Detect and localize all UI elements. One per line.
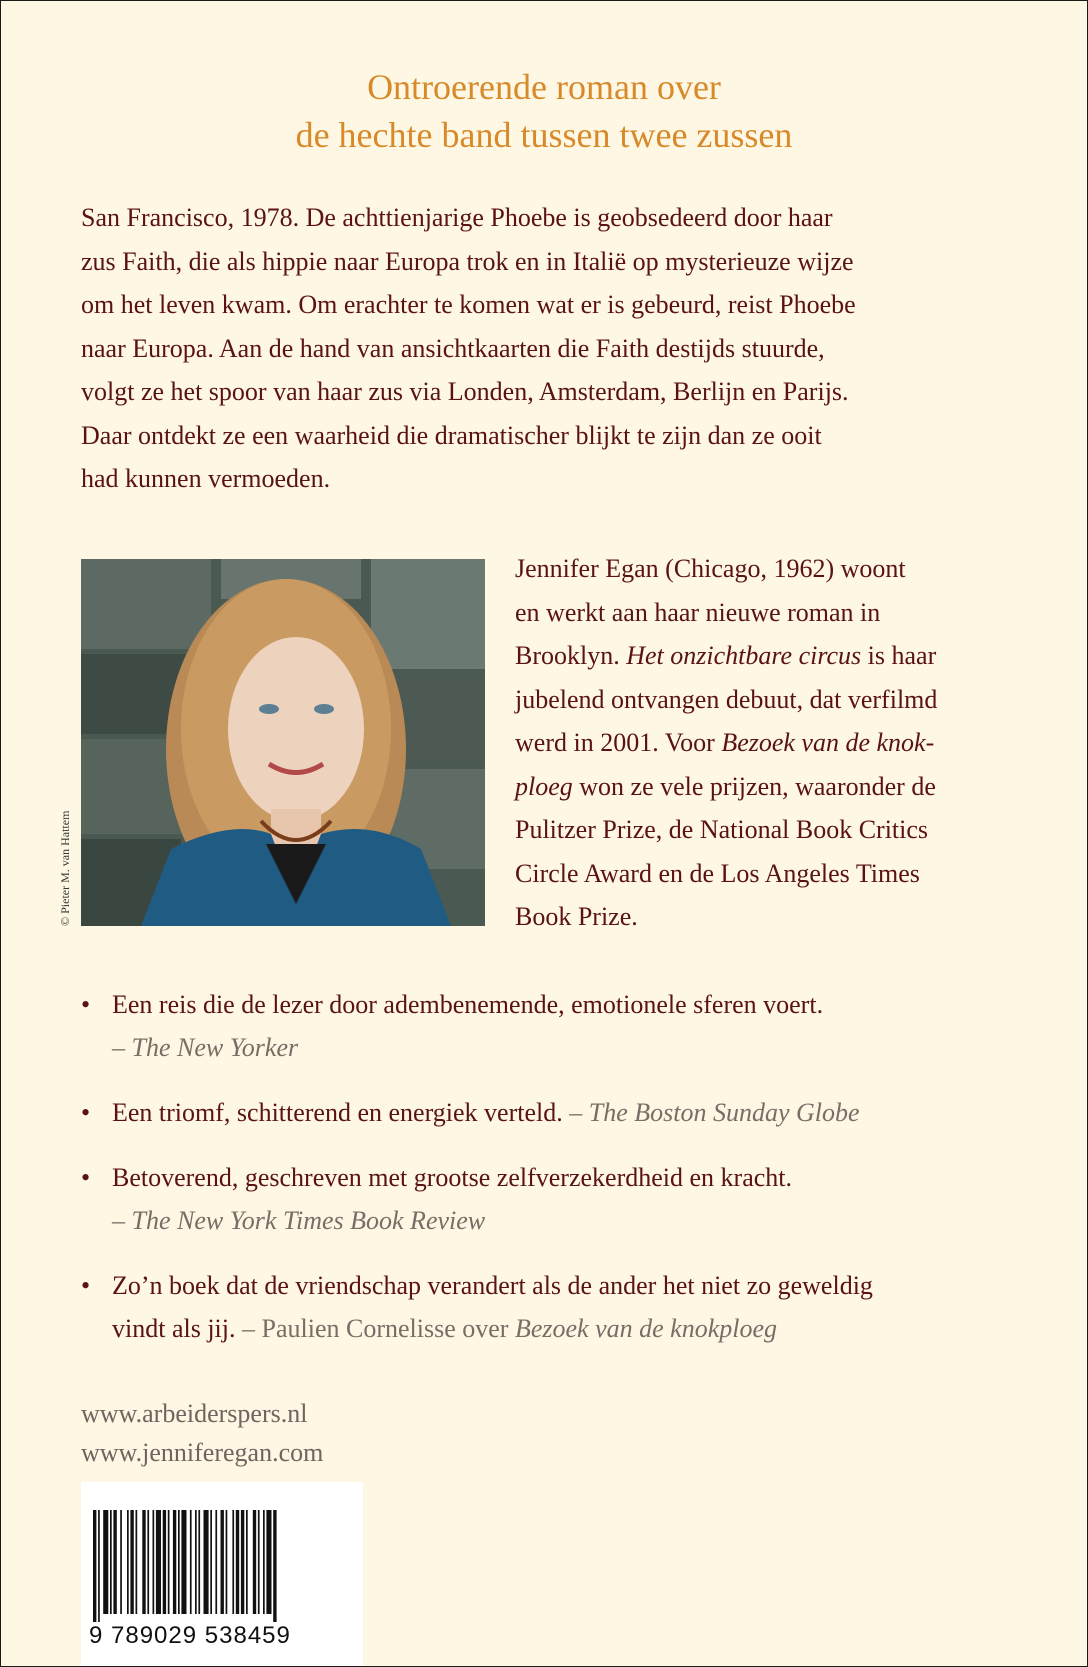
barcode-bar	[136, 1510, 138, 1614]
barcode-bar	[204, 1510, 209, 1614]
blurb	[81, 196, 1011, 501]
publisher-url[interactable]: www.arbeiderspers.nl	[81, 1399, 308, 1428]
dash: –	[112, 1206, 132, 1235]
barcode-bar	[163, 1510, 166, 1614]
barcode-bar	[142, 1510, 145, 1614]
bio-line	[515, 634, 1015, 678]
bio-text: won ze vele prijzen, waaronder de	[572, 771, 936, 801]
barcode-bar	[241, 1510, 244, 1614]
blurb-line: had kunnen vermoeden.	[81, 464, 331, 493]
dash: –	[242, 1314, 262, 1343]
barcode-bars	[93, 1510, 348, 1622]
bio-line	[515, 765, 1015, 809]
barcode-bar	[258, 1510, 260, 1614]
barcode-bar	[273, 1510, 276, 1622]
barcode-bar	[127, 1510, 129, 1614]
blurb-line: om het leven kwam. Om erachter te komen wat er is gebeurd, reist Phoebe	[81, 290, 856, 319]
quote-attribution: Paulien Cornelisse over	[261, 1314, 515, 1343]
bio-line: Pulitzer Prize, de National Book Critics	[515, 815, 929, 844]
barcode-bar	[98, 1510, 100, 1622]
quote-text: Betoverend, geschreven met grootse zelfverzekerdheid en kracht.	[112, 1163, 793, 1192]
dash: –	[569, 1098, 589, 1127]
barcode-bar	[215, 1510, 217, 1614]
blurb-line: zus Faith, die als hippie naar Europa trok en in Italië op mysterieuze wijze	[81, 246, 854, 276]
bio-line: Book Prize.	[515, 902, 638, 931]
headline-line-1: Ontroerende roman over	[367, 67, 721, 107]
barcode	[81, 1482, 363, 1666]
blurb-line: naar Europa. Aan de hand van ansichtkaarten die Faith destijds stuurde,	[81, 333, 825, 363]
barcode-bar	[221, 1510, 224, 1614]
author-bio	[515, 547, 1015, 939]
websites	[81, 1394, 323, 1472]
barcode-bar	[253, 1510, 256, 1614]
barcode-bar	[210, 1510, 212, 1614]
review-quote	[79, 1264, 1039, 1350]
bullet-icon: •	[81, 1163, 91, 1192]
isbn-number: 9 789029 538459	[89, 1622, 291, 1649]
quote-text: Een reis die de lezer door adembenemende, emotionele sferen voert.	[112, 990, 824, 1019]
review-quote	[79, 1156, 1039, 1242]
bullet-icon: •	[81, 1271, 91, 1300]
blurb-line: volgt ze het spoor van haar zus via Londen, Amsterdam, Berlijn en Parijs.	[81, 377, 849, 406]
book-title: Bezoek van de knok-	[721, 728, 935, 757]
barcode-bar	[178, 1510, 180, 1614]
barcode-bar	[93, 1510, 96, 1622]
barcode-bar	[110, 1510, 112, 1614]
bullet-icon: •	[81, 990, 91, 1019]
headline-line-2: de hechte band tussen twee zussen	[295, 115, 793, 155]
barcode-bar	[198, 1510, 200, 1614]
quote-source: The New York Times Book Review	[131, 1206, 486, 1235]
barcode-bar	[113, 1510, 116, 1614]
barcode-bar	[266, 1510, 271, 1614]
quote-source: The New Yorker	[131, 1033, 299, 1062]
barcode-bar	[153, 1510, 155, 1614]
quote-source: The Boston Sunday Globe	[588, 1098, 860, 1127]
bullet-icon: •	[81, 1098, 91, 1127]
headline	[1, 63, 1087, 159]
barcode-bar	[236, 1510, 239, 1614]
book-title: ploeg	[515, 771, 573, 801]
review-quotes	[79, 983, 1039, 1372]
blurb-line: Daar ontdekt ze een waarheid die dramatischer blijkt te zijn dan ze ooit	[81, 420, 822, 450]
photo-credit: © Pieter M. van Hattem	[58, 810, 72, 926]
dash: –	[112, 1033, 132, 1062]
barcode-bar	[181, 1510, 186, 1614]
barcode-bar	[232, 1510, 234, 1614]
review-quote	[79, 1091, 1039, 1134]
bio-line: Jennifer Egan (Chicago, 1962) woont	[515, 554, 906, 583]
bio-line: Circle Award en de Los Angeles Times	[515, 858, 920, 888]
author-portrait-illustration	[81, 559, 485, 926]
barcode-bar	[130, 1510, 133, 1614]
bio-line: en werkt aan haar nieuwe roman in	[515, 597, 881, 627]
review-quote	[79, 983, 1039, 1069]
bio-text: Brooklyn.	[515, 641, 627, 670]
barcode-bar	[195, 1510, 197, 1614]
quote-text: vindt als jij.	[112, 1314, 242, 1343]
bio-line	[515, 721, 1015, 765]
barcode-bar	[120, 1510, 122, 1614]
quote-source: Bezoek van de knokploeg	[514, 1314, 777, 1343]
book-title: Het onzichtbare circus	[626, 641, 862, 670]
barcode-bar	[263, 1510, 265, 1614]
barcode-bar	[147, 1510, 149, 1614]
author-url[interactable]: www.jenniferegan.com	[81, 1438, 324, 1467]
blurb-line: San Francisco, 1978. De achttienjarige Phoebe is geobsedeerd door haar	[81, 203, 833, 232]
quote-text: Een triomf, schitterend en energiek verteld.	[112, 1098, 570, 1127]
barcode-bar	[168, 1510, 170, 1614]
bio-text: is haar	[861, 641, 937, 670]
bio-line: jubelend ontvangen debuut, dat verfilmd	[515, 684, 938, 714]
bio-text: werd in 2001. Voor	[515, 728, 722, 757]
barcode-bar	[226, 1510, 228, 1614]
barcode-bar	[190, 1510, 192, 1614]
barcode-bar	[246, 1510, 248, 1614]
author-photo	[81, 559, 485, 926]
barcode-bar	[173, 1510, 176, 1614]
barcode-bar	[103, 1510, 108, 1614]
quote-text: Zo’n boek dat de vriendschap verandert als de ander het niet zo geweldig	[112, 1271, 873, 1300]
barcode-bar	[156, 1510, 161, 1614]
